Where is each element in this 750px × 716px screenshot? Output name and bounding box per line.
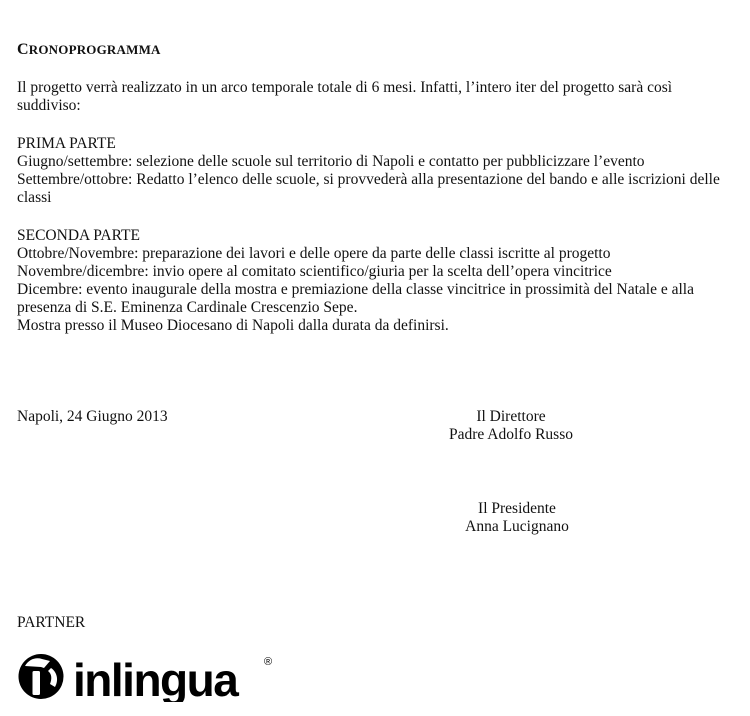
place-date: Napoli, 24 Giugno 2013 xyxy=(17,408,168,425)
president-role: Il Presidente xyxy=(478,500,556,517)
inlingua-logo xyxy=(17,652,279,702)
part2-line: Ottobre/Novembre: preparazione dei lavori e delle opere da parte delle classi iscritte al progetto xyxy=(17,245,611,262)
director-role: Il Direttore xyxy=(476,408,546,425)
director-name: Padre Adolfo Russo xyxy=(449,426,573,443)
part2-heading: SECONDA PARTE xyxy=(17,227,140,244)
part2-line: Mostra presso il Museo Diocesano di Napoli dalla durata da definirsi. xyxy=(17,317,449,334)
inlingua-logo-mark xyxy=(19,654,64,699)
president-name: Anna Lucignano xyxy=(465,518,569,535)
part1-heading: PRIMA PARTE xyxy=(17,135,116,152)
part2-line: Novembre/dicembre: invio opere al comitato scientifico/giuria per la scelta dell’opera vincitrice xyxy=(17,263,612,280)
intro-paragraph: Il progetto verrà realizzato in un arco temporale totale di 6 mesi. Infatti, l’intero iter del progetto sarà così suddiviso: xyxy=(17,79,673,114)
document-title: CRONOPROGRAMMA xyxy=(17,41,161,58)
part2-section xyxy=(17,227,733,335)
part1-line: Giugno/settembre: selezione delle scuole sul territorio di Napoli e contatto per pubblicizzare l’evento xyxy=(17,153,645,170)
registered-mark: ® xyxy=(264,656,273,668)
director-signature-block xyxy=(440,408,582,444)
president-signature-block xyxy=(446,500,588,536)
partner-label: PARTNER xyxy=(17,614,86,631)
part1-section xyxy=(17,135,733,207)
part1-line: Settembre/ottobre: Redatto l’elenco delle scuole, si provvederà alla presentazione del bando e alle iscrizioni delle classi xyxy=(17,171,720,206)
inlingua-logo-text: inlingua xyxy=(73,654,238,702)
part2-line: Dicembre: evento inaugurale della mostra e premiazione della classe vincitrice in prossimità del Natale e alla presenza di S.E. Eminenza Cardinale Crescenzio Sepe. xyxy=(17,281,694,316)
inlingua-logo-icon xyxy=(17,652,279,702)
